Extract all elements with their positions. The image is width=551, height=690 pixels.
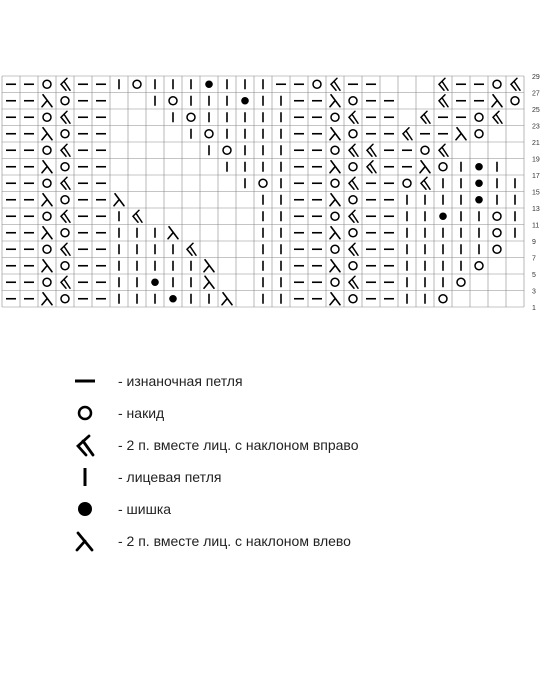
legend-text: - накид: [118, 405, 165, 421]
yarn-over-mark: [349, 130, 357, 138]
bobble-mark: [205, 80, 213, 88]
yarn-over-mark: [61, 130, 69, 138]
legend-item-k2tog-left: [72, 525, 512, 557]
yarn-over-mark: [61, 163, 69, 171]
yarn-over-mark: [43, 278, 51, 286]
k2tog-right-mark: [439, 95, 448, 107]
k2tog-left-mark: [204, 276, 214, 288]
yarn-over-mark: [349, 262, 357, 270]
k2tog-left-mark: [42, 194, 52, 206]
yarn-over-mark: [187, 113, 195, 121]
yarn-over-mark: [43, 146, 51, 154]
k2tog-left-symbol-icon: [72, 528, 98, 554]
k2tog-left-mark: [330, 293, 340, 305]
k2tog-right-mark: [367, 144, 376, 156]
yarn-over-mark: [349, 97, 357, 105]
k2tog-right-mark: [421, 111, 430, 123]
yarn-over-mark: [61, 97, 69, 105]
yarn-over-mark: [43, 113, 51, 121]
k2tog-right-mark: [349, 144, 358, 156]
yarn-over-mark: [43, 212, 51, 220]
yarn-over-mark: [43, 179, 51, 187]
row-number-label: 9: [532, 239, 536, 246]
yarn-over-mark: [331, 212, 339, 220]
k2tog-left-mark: [330, 227, 340, 239]
k2tog-right-mark: [511, 78, 520, 90]
bobble-mark: [439, 212, 447, 220]
chart-grid: [0, 70, 551, 320]
yarn-over-mark: [133, 80, 141, 88]
yarn-over-mark: [331, 146, 339, 154]
k2tog-left-mark: [420, 161, 430, 173]
knitting-chart: [0, 70, 551, 320]
k2tog-right-mark: [349, 243, 358, 255]
yarn-over-mark: [43, 80, 51, 88]
k2tog-right-mark: [61, 177, 70, 189]
legend-item-yarn-over: [72, 397, 512, 429]
yarn-over-mark: [493, 245, 501, 253]
yarn-over-mark: [457, 278, 465, 286]
row-number-label: 3: [532, 288, 536, 296]
grid-lines: [2, 76, 524, 307]
k2tog-right-mark: [61, 78, 70, 90]
k2tog-right-mark: [349, 276, 358, 288]
k2tog-left-mark: [42, 227, 52, 239]
k2tog-right-mark: [61, 210, 70, 222]
legend-item-purl: [72, 365, 512, 397]
k2tog-right-mark: [403, 128, 412, 140]
k2tog-right-mark: [439, 144, 448, 156]
row-number-label: 17: [532, 173, 540, 180]
yarn-over-mark: [475, 113, 483, 121]
k2tog-right-mark: [439, 78, 448, 90]
yarn-over-mark: [331, 179, 339, 187]
k2tog-left-mark: [204, 260, 214, 272]
k2tog-right-symbol-icon: [72, 432, 98, 458]
k2tog-right-mark: [187, 243, 196, 255]
legend-text: - лицевая петля: [118, 469, 222, 485]
yarn-over-mark: [475, 130, 483, 138]
k2tog-left-mark: [42, 95, 52, 107]
k2tog-left-mark: [114, 194, 124, 206]
bobble-mark: [475, 163, 483, 171]
legend-item-k2tog-right: [72, 429, 512, 461]
row-numbers: [532, 74, 540, 312]
yarn-over-mark: [493, 212, 501, 220]
legend-text: - 2 п. вместе лиц. с наклоном влево: [118, 533, 351, 549]
yarn-over-mark: [349, 229, 357, 237]
k2tog-right-mark: [61, 276, 70, 288]
yarn-over-mark: [43, 245, 51, 253]
legend: [72, 365, 512, 557]
row-number-label: 29: [532, 74, 540, 81]
k2tog-left-mark: [42, 161, 52, 173]
knit-symbol-icon: [72, 464, 98, 490]
yarn-over-mark: [61, 262, 69, 270]
legend-item-bobble: [72, 493, 512, 525]
yarn-over-mark: [169, 97, 177, 105]
yarn-over-mark: [331, 245, 339, 253]
yarn-over-mark: [511, 97, 519, 105]
k2tog-left-mark: [168, 227, 178, 239]
k2tog-left-mark: [492, 95, 502, 107]
k2tog-right-mark: [421, 177, 430, 189]
yarn-over-mark: [259, 179, 267, 187]
row-number-label: 21: [532, 140, 540, 147]
yarn-over-mark: [349, 163, 357, 171]
k2tog-left-mark: [330, 260, 340, 272]
yarn-over-mark: [61, 196, 69, 204]
k2tog-left-mark: [330, 194, 340, 206]
yarn-over-mark: [61, 229, 69, 237]
yarn-over-mark: [331, 278, 339, 286]
yarn-over-mark: [475, 262, 483, 270]
legend-text: - изнаночная петля: [118, 373, 243, 389]
yarn-over-mark: [439, 163, 447, 171]
purl-symbol-icon: [72, 368, 98, 394]
yarn-over-mark: [349, 295, 357, 303]
yarn-over-mark: [313, 80, 321, 88]
row-number-label: 13: [532, 206, 540, 213]
row-number-label: 15: [532, 189, 540, 197]
yarn-over-mark: [493, 229, 501, 237]
k2tog-right-mark: [331, 78, 340, 90]
yarn-over-mark: [403, 179, 411, 187]
yarn-over-mark: [223, 146, 231, 154]
k2tog-right-mark: [349, 210, 358, 222]
k2tog-right-mark: [349, 111, 358, 123]
k2tog-right-mark: [493, 111, 502, 123]
bobble-mark: [241, 97, 249, 105]
bobble-mark: [151, 278, 159, 286]
row-number-label: 5: [532, 272, 536, 279]
k2tog-right-mark: [61, 144, 70, 156]
yarn-over-symbol-icon: [72, 400, 98, 426]
legend-item-knit: [72, 461, 512, 493]
bobble-mark: [475, 179, 483, 187]
legend-text: - 2 п. вместе лиц. с наклоном вправо: [118, 437, 359, 453]
k2tog-left-mark: [330, 161, 340, 173]
bobble-mark: [475, 196, 483, 204]
yarn-over-mark: [205, 130, 213, 138]
bobble-symbol-icon: [72, 496, 98, 522]
bobble-mark: [169, 295, 177, 303]
yarn-over-mark: [439, 295, 447, 303]
row-number-label: 7: [532, 255, 536, 263]
k2tog-left-mark: [42, 293, 52, 305]
k2tog-right-mark: [61, 111, 70, 123]
yarn-over-mark: [493, 80, 501, 88]
yarn-over-mark: [331, 113, 339, 121]
row-number-label: 1: [532, 305, 536, 312]
row-number-label: 27: [532, 90, 540, 98]
k2tog-right-mark: [349, 177, 358, 189]
yarn-over-mark: [61, 295, 69, 303]
k2tog-left-mark: [330, 128, 340, 140]
row-number-label: 11: [532, 222, 540, 230]
row-number-label: 25: [532, 107, 540, 114]
k2tog-right-mark: [133, 210, 142, 222]
k2tog-left-mark: [222, 293, 232, 305]
legend-text: - шишка: [118, 501, 172, 517]
yarn-over-mark: [421, 146, 429, 154]
k2tog-right-mark: [367, 161, 376, 173]
row-number-label: 19: [532, 156, 540, 164]
k2tog-left-mark: [42, 128, 52, 140]
yarn-over-mark: [349, 196, 357, 204]
k2tog-right-mark: [61, 243, 70, 255]
k2tog-left-mark: [42, 260, 52, 272]
k2tog-left-mark: [456, 128, 466, 140]
row-number-label: 23: [532, 123, 540, 131]
k2tog-left-mark: [330, 95, 340, 107]
